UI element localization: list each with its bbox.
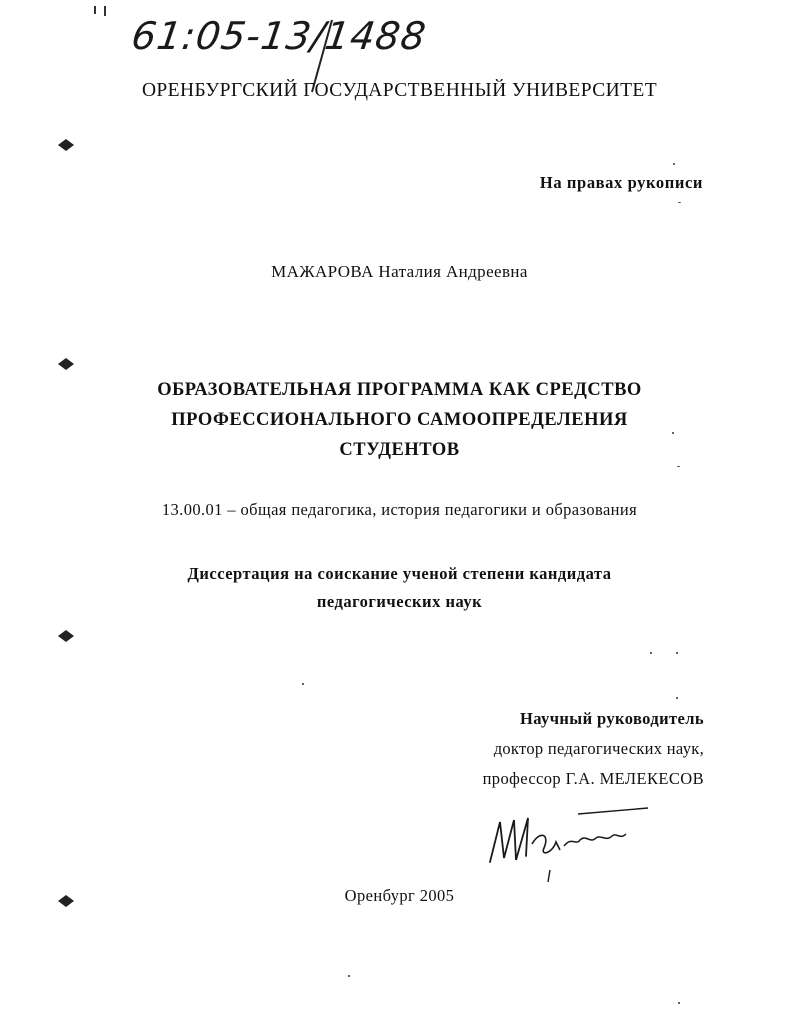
degree-line-2: педагогических наук [316,592,483,611]
author-name: МАЖАРОВА Наталия Андреевна [271,262,528,281]
supervisor-signature [480,800,650,890]
title-line-3: СТУДЕНТОВ [339,440,460,460]
archive-handwritten-number: 61:05-13/1488 [128,14,430,58]
scan-speck [678,1002,680,1004]
dissertation-title [0,375,799,465]
margin-mark-2 [56,356,76,372]
degree-line-1: Диссертация на соискание ученой степени кандидата [187,564,612,583]
margin-mark-4 [56,893,76,909]
scan-speck [676,697,678,699]
title-line-1: ОБРАЗОВАТЕЛЬНАЯ ПРОГРАММА КАК СРЕДСТВО [157,380,642,400]
archive-number-strokes [0,0,799,120]
margin-mark-3 [56,628,76,644]
scan-speck [302,683,304,685]
supervisor-role: Научный руководитель [520,709,704,728]
scan-speck [672,432,674,434]
university-name: ОРЕНБУРГСКИЙ ГОСУДАРСТВЕННЫЙ УНИВЕРСИТЕТ [141,80,658,101]
supervisor-name: профессор Г.А. МЕЛЕКЕСОВ [482,769,704,788]
supervisor-degree: доктор педагогических наук, [493,739,704,758]
scan-speck [676,652,678,654]
margin-mark-1 [56,137,76,153]
scan-speck [677,466,680,467]
scan-speck [94,6,96,14]
title-line-2: ПРОФЕССИОНАЛЬНОГО САМООПРЕДЕЛЕНИЯ [171,410,628,430]
scan-speck [650,652,652,654]
scan-speck [678,202,681,203]
dissertation-degree [0,560,799,616]
scan-speck [348,975,350,977]
scan-speck [673,163,675,165]
manuscript-rights: На правах рукописи [539,173,703,192]
specialty-code: 13.00.01 – общая педагогика, история педагогики и образования [161,500,638,519]
city-year: Оренбург 2005 [344,886,455,905]
scan-speck [104,6,106,16]
